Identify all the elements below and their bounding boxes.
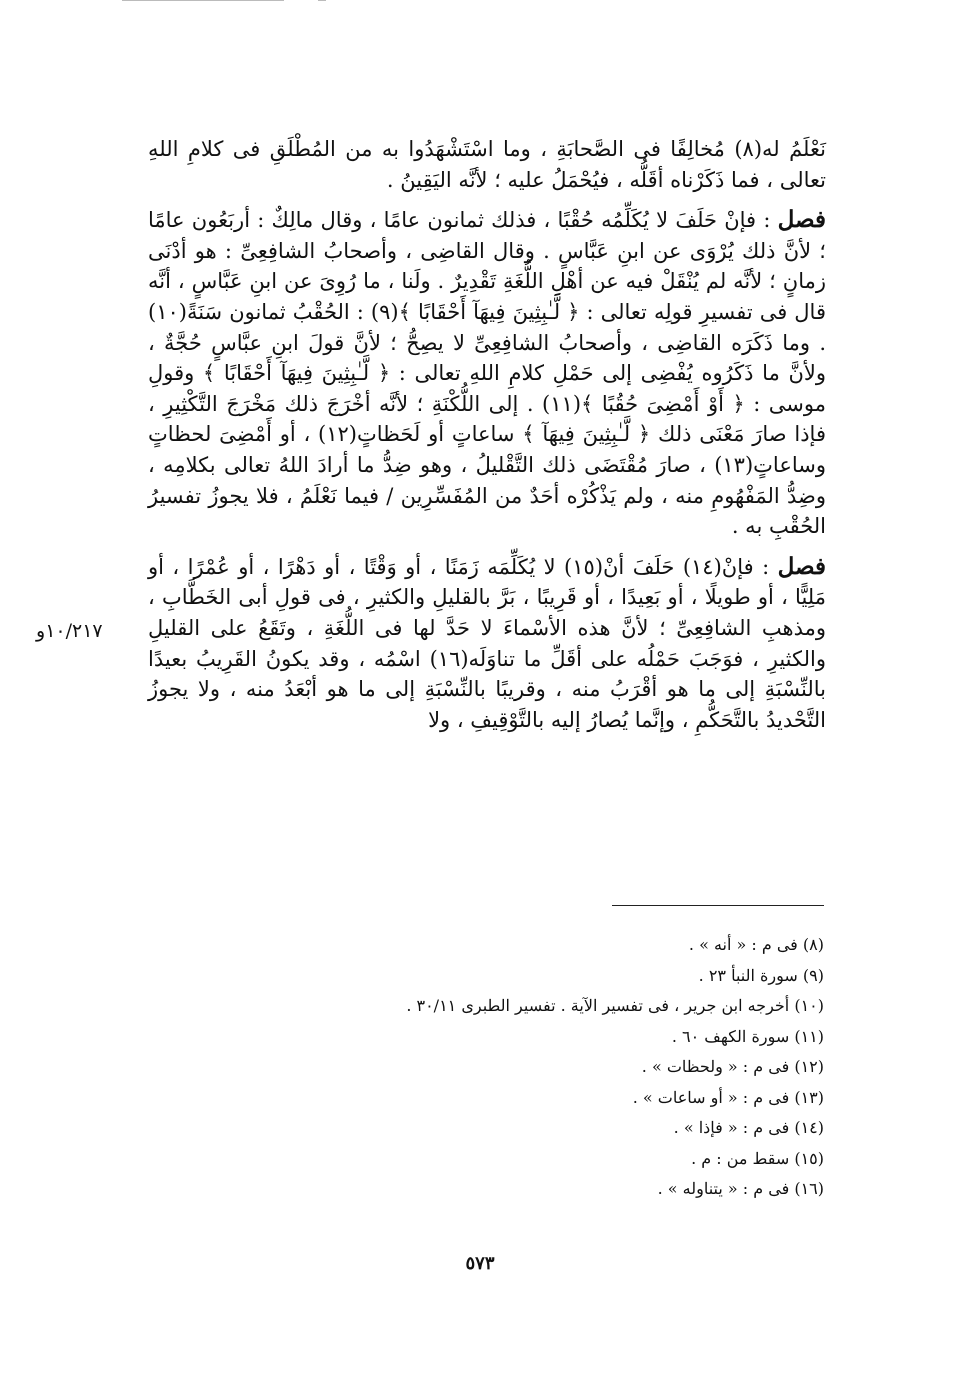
paragraph-1 [148,134,826,195]
footnote-item: (٨) فى م : « أنه » . [688,935,824,954]
top-edge-rule-short [318,0,326,1]
footnote-item: (١٠) أخرجه ابن جرير ، فى تفسير الآية . تفسير الطبرى ٣٠/١١ . [406,996,824,1015]
footnote-item: (١٢) فى م : « ولحظات » . [641,1057,824,1076]
paragraph-text: نَعْلَمُ له(٨) مُخالِفًا فى الصَّحابَةِ ، وما اسْتَشْهَدُوا به من المُطْلَقِ فى كلامِ اللهِ تعالى ، فما ذَكَرْناه أقَلُّه ، فيُحْمَلُ عليه ؛ لأنَّه اليَقِينُ . [148,137,826,192]
page-number: ٥٧٣ [465,1253,495,1274]
main-text [148,134,826,735]
paragraph-text: : فإنْ(١٤) حَلَفَ أنْ(١٥) لا يُكَلِّمَه زَمَنًا ، أو وَقْتًا ، أو دَهْرًا ، أو عُمْرًا ، أو مَلِيًّا ، أو طويلًا ، أو بَعِيدًا ، أو قَرِيبًا ، بَرَّ بالقليلِ والكثيرِ ، فى قولِ أبى الخَطَّابِ ، ومذهبِ الشافِعِىِّ ؛ لأنَّ هذه الأسْماءَ لا حَدَّ لها فى اللُّغَةِ ، وتَقَعُ على القليلِ والكثيرِ ، فوَجَبَ حَمْلُه على أقَلِّ ما تناوَلَه(١٦) اسْمُه ، وقد يكونُ القَرِيبُ بعيدًا بالنِّسْبَةِ إلى ما هو أقْرَبُ منه ، وقريبًا بالنِّسْبَةِ إلى ما هو أبْعَدُ منه ، ولا يجوزُ التَّحْديدُ بالتَّحَكُّمِ ، وإنَّما يُصارُ إليه بالتَّوْقِيفِ ، ولا [148,554,826,732]
paragraph-2 [148,205,826,542]
footnotes [200,930,824,1205]
margin-folio-note: ١٠/٢١٧و [36,620,103,642]
section-heading-fasl: فصل [777,206,826,234]
paragraph-3 [148,552,826,736]
top-edge-rule [122,0,284,1]
footnote-divider [612,905,824,906]
footnote-item: (١١) سورة الكهف ٦٠ . [671,1026,824,1046]
footnote-item: (١٥) سقط من : م . [691,1148,824,1168]
paragraph-text: : فإنْ حَلَفَ لا يُكَلِّمُه حُقْبًا ، فذلك ثمانون عامًا ، وقال مالِكٌ : أربَعُون عامًا ؛ لأنَّ ذلك يُرْوَى عن ابنِ عَبَّاسٍ . وقال القاضِى ، وأصحابُ الشافِعِىِّ : هو أدْنَى زمانٍ ؛ لأنَّه لم يُنْقَلْ فيه عن أهْلِ اللُّغَةِ تَقْدِيرٌ . ولَنا ، ما رُوِىَ عن ابنِ عَبَّاسٍ ، أنَّه قال فى تفسيرِ قولِه تعالى : ﴿ لَّـٰبِثِينَ فِيهَآ أَحْقَابًا ﴾(٩) : الحُقْبُ ثمانون سَنَةً(١٠) . وما ذَكَرَه القاضِى ، وأصحابُ الشافِعِىِّ لا يصِحُّ ؛ لأنَّ قولَ ابنِ عبَّاسٍ حُجَّةٌ ، ولأنَّ ما ذَكَرُوه يُفْضِى إلى حَمْلِ كلامِ اللهِ تعالى : ﴿ لَّـٰبِثِينَ فِيهَآ أَحْقَابًا ﴾ وقولِ موسى : ﴿ أَوْ أَمْضِىَ حُقُبًا ﴾(١١) . إلى اللُّكْنَةِ ؛ لأنَّه أخْرَجَ ذلك مَخْرَجَ التَّكْثِيرِ ، فإذا صارَ مَعْنَى ذلك ﴿ لَّـٰبِثِينَ فِيهَآ ﴾ ساعاتٍ أو لَحَظاتٍ(١٢) ، أو أَمْضِىَ لحظاتٍ وساعاتٍ(١٣) ، صارَ مُقْتَضَى ذلك التَّقْليلُ ، وهو ضِدُّ ما أرادَ اللهُ تعالى بكلامِه ، وضِدُّ المَفْهُومِ منه ، ولم يَذْكُرْه أحَدٌ من المُفَسِّرِين / فيما نَعْلَمُ ، فلا يجوزُ تفسيرُ الحُقْبِ به . [148,208,826,539]
footnote-item: (١٤) فى م : « فإذا » . [673,1118,824,1137]
footnote-item: (١٦) فى م : « يتناوله » . [657,1179,824,1198]
section-heading-fasl: فصل [777,552,826,580]
footnote-item: (١٣) فى م : « أو ساعات » . [632,1087,824,1107]
footnote-item: (٩) سورة النبأ ٢٣ . [698,965,824,985]
